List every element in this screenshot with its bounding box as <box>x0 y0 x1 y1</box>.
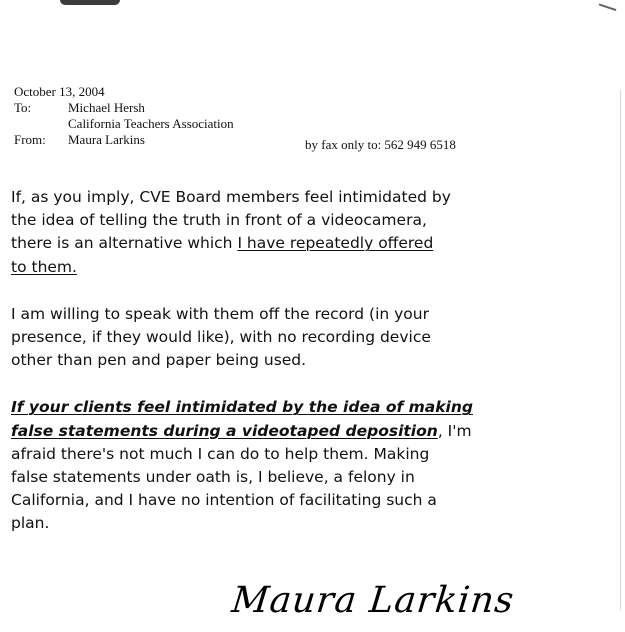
underlined-offer: I have repeatedly offered <box>237 234 434 253</box>
p2-line: other than pen and paper being used. <box>11 351 307 370</box>
p1-line: the idea of telling the truth in front of a videocamera, <box>11 211 427 230</box>
from-name: Maura Larkins <box>68 132 145 147</box>
p2-line: I am willing to speak with them off the record (in your <box>11 304 429 323</box>
p3-line: California, and I have no intention of facilitating such a <box>11 491 437 510</box>
p3-line <box>11 420 511 443</box>
paragraph-3 <box>11 396 511 535</box>
p3-line2-rest: , I'm <box>437 421 472 440</box>
from-label: From: <box>14 132 46 147</box>
underlined-offer-end: to them. <box>11 257 77 276</box>
p1-line <box>11 256 511 279</box>
p1-line3-text: there is an alternative which <box>11 234 238 253</box>
scan-mark <box>596 4 617 21</box>
handwritten-signature: Maura Larkins <box>229 580 517 621</box>
paragraph-2 <box>11 303 511 373</box>
emphasized-text: If your clients feel intimidated by the idea of making <box>11 398 473 417</box>
p1-line <box>11 232 511 255</box>
paragraph-1 <box>11 186 511 279</box>
from-row <box>14 132 234 148</box>
emphasized-text: false statements during a videotaped deposition <box>11 421 438 440</box>
p3-line: plan. <box>11 514 50 533</box>
paragraph-gap <box>11 279 511 303</box>
scan-smudge <box>60 0 120 5</box>
p3-line: false statements under oath is, I believe, a felony in <box>11 468 415 487</box>
to-org: California Teachers Association <box>68 116 234 131</box>
page-edge <box>620 90 621 610</box>
to-name: Michael Hersh <box>68 100 145 115</box>
memo-header <box>14 84 234 148</box>
memo-date: October 13, 2004 <box>14 84 105 99</box>
p1-line: If, as you imply, CVE Board members feel intimidated by <box>11 188 451 206</box>
p3-line: afraid there's not much I can do to help them. Making <box>11 444 430 463</box>
letter-body <box>11 186 511 536</box>
paragraph-gap <box>11 372 511 396</box>
to-row <box>14 100 234 116</box>
p3-line <box>11 396 511 419</box>
to-label: To: <box>14 100 32 115</box>
p2-line: presence, if they would like), with no recording device <box>11 328 431 347</box>
fax-line: by fax only to: 562 949 6518 <box>305 137 456 152</box>
